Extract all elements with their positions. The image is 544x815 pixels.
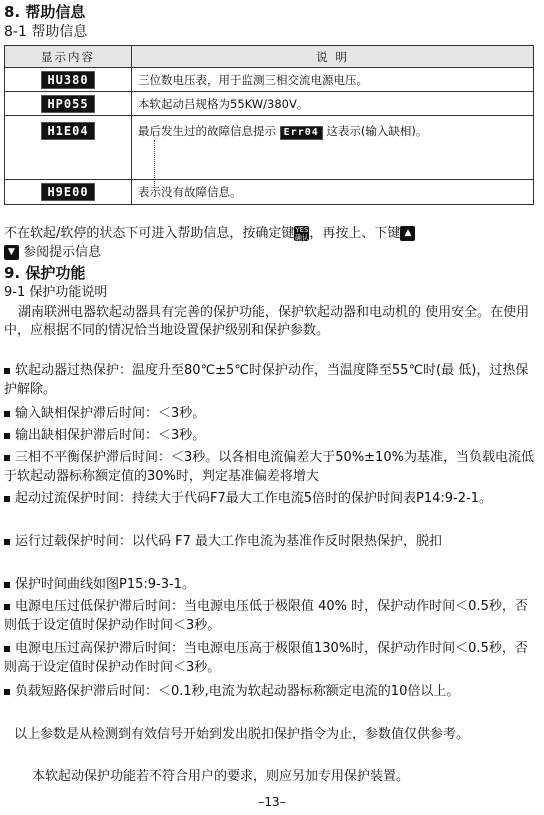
section-9-title: 9. 保护功能 (4, 264, 86, 282)
list-item: 起动过流保护时间：持续大于代码F7最大工作电流5倍时的保护时间表P14:9-2-1。 (4, 490, 538, 509)
list-item: 软起动器过热保护：温度升至80℃±5℃时保护动作，当温度降至55℃时(最 低)，过热保护解除。 (4, 363, 529, 397)
lcd-display: H9E00 (41, 183, 94, 201)
table-row (5, 92, 534, 116)
list-item: 负载短路保护滞后时间：＜0.1秒,电流为软起动器标称额定电流的10倍以上。 (4, 683, 538, 702)
lcd-display: H1E04 (41, 122, 94, 140)
row-description: 表示没有故障信息。 (132, 180, 534, 205)
list-item: 输出缺相保护滞后时间：＜3秒。 (4, 427, 538, 446)
yes-key-icon: YES 确认 (294, 226, 309, 241)
page-number: –13– (258, 795, 286, 809)
row-description: 三位数电压表，用于监测三相交流电源电压。 (132, 68, 534, 92)
list-item: 运行过载保护时间：以代码 F7 最大工作电流为基准作反时限热保护，脱扣 (4, 533, 538, 552)
help-instruction-line2: ▼ 参阅提示信息 (4, 244, 538, 262)
row-description: 本软起动吕规格为55KW/380V。 (132, 92, 534, 116)
section-8-1-subtitle: 8-1 帮助信息 (4, 24, 88, 40)
header-display: 显示内容 (5, 46, 132, 68)
section-8-title: 8. 帮助信息 (4, 3, 86, 21)
triangle-up-icon: ▲ (400, 226, 415, 241)
note-paragraph-2: 本软起动保护功能若不符合用户的要求，则应另加专用保护装置。 (32, 769, 410, 784)
table-row (5, 180, 534, 205)
list-item: 三相不平衡保护滞后时间：＜3秒。以各相电流偏差大于50%±10%为基准，当负载电流低于软起动器标称额定值的30%时，判定基准偏差将增大 (4, 450, 534, 484)
list-item: 电源电压过低保护滞后时间：当电源电压低于极限值 40% 时，保护动作时间＜0.5秒，否则低于设定值时保护动作时间＜3秒。 (4, 599, 528, 633)
row-description: 最后发生过的故障信息提示 Err04 这表示(输入缺相)。 (132, 116, 534, 180)
section-9-1-subtitle: 9-1 保护功能说明 (4, 285, 108, 300)
lcd-display: HU380 (41, 71, 94, 89)
lcd-display: HP055 (41, 95, 94, 113)
header-description: 说 明 (132, 46, 534, 68)
triangle-down-icon: ▼ (4, 245, 19, 260)
help-display-table (4, 45, 534, 205)
table-header-row (5, 46, 534, 68)
note-paragraph: 以上参数是从检测到有效信号开始到发出脱扣保护指令为止，参数值仅供参考。 (14, 727, 470, 742)
list-item: 保护时间曲线如图P15:9-3-1。 (4, 576, 538, 595)
connector-line (154, 140, 155, 190)
list-item: 电源电压过高保护滞后时间：当电源电压高于极限值130%时，保护动作时间＜0.5秒，否则高于设定值时保护动作时间＜3秒。 (4, 641, 528, 675)
list-item: 输入缺相保护滞后时间：＜3秒。 (4, 405, 538, 424)
help-instruction-line1: 不在软起/软停的状态下可进入帮助信息，按确定键YES 确认，再按上、下键 ▲ (4, 225, 538, 243)
table-row (5, 116, 534, 180)
lcd-inline-display: Err04 (280, 126, 323, 140)
intro-paragraph: 湖南联洲电器软起动器具有完善的保护功能，保护软起动器和电动机的 使用安全。在使用中，应根据不同的情况恰当地设置保护级别和保护参数。 (4, 305, 530, 338)
table-row (5, 68, 534, 92)
